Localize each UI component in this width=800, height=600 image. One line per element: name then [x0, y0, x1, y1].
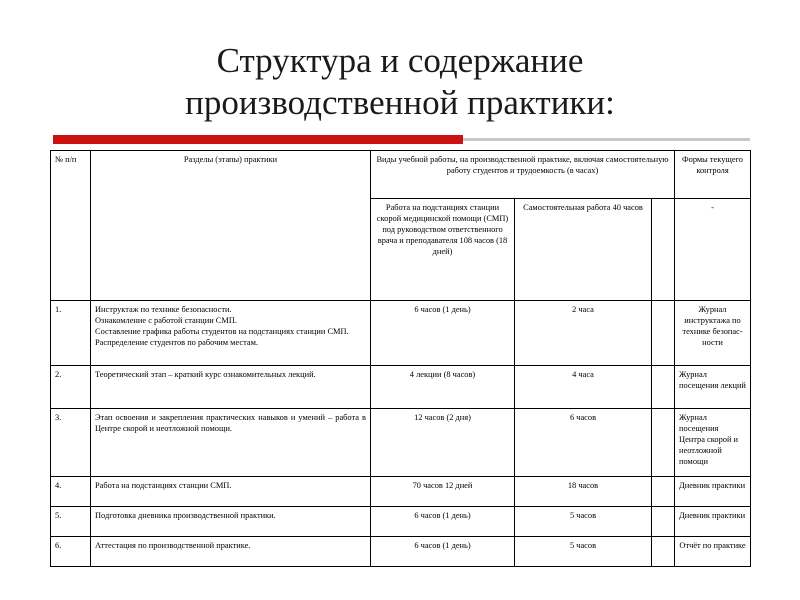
row-section-line: Теоретический этап – краткий курс ознакомительных лекций.	[95, 370, 316, 379]
table-row	[51, 366, 751, 409]
table-header-row	[51, 151, 751, 199]
title-divider-accent	[53, 135, 463, 144]
subheader-independent: Самостоятельная работа 40 часов	[515, 199, 652, 301]
row-blank	[652, 366, 675, 409]
table-row	[51, 537, 751, 567]
row-section	[91, 301, 371, 366]
row-section-line: Составление графика работы студентов на подстанциях станции СМП.	[95, 327, 349, 336]
row-hours: 6 часов (1 день)	[371, 301, 515, 366]
row-self-work: 5 часов	[515, 537, 652, 567]
row-hours: 6 часов (1 день)	[371, 507, 515, 537]
row-num: 3.	[51, 409, 91, 477]
table-row	[51, 409, 751, 477]
row-num: 1.	[51, 301, 91, 366]
title-line-1: Структура и содержание	[216, 41, 584, 80]
row-section	[91, 537, 371, 567]
page-title	[0, 40, 800, 124]
row-control: Журнал инструктажа по технике безопас-ности	[675, 301, 751, 366]
row-hours: 6 часов (1 день)	[371, 537, 515, 567]
row-section	[91, 366, 371, 409]
row-blank	[652, 409, 675, 477]
row-num: 6.	[51, 537, 91, 567]
row-section-line: Работа на подстанциях станции СМП.	[95, 481, 232, 490]
row-section	[91, 507, 371, 537]
row-self-work: 2 часа	[515, 301, 652, 366]
row-hours: 4 лекции (8 часов)	[371, 366, 515, 409]
practice-structure-table	[50, 150, 751, 567]
subheader-blank	[652, 199, 675, 301]
row-section-line: Этап освоения и закрепления практических навыков и умений – работа в Центре скорой и неотложной помощи.	[95, 413, 366, 433]
row-section-line: Аттестация по производственной практике.	[95, 541, 251, 550]
row-blank	[652, 301, 675, 366]
table-row	[51, 301, 751, 366]
row-num: 4.	[51, 477, 91, 507]
header-control: Формы текущего контроля	[675, 151, 751, 199]
row-blank	[652, 507, 675, 537]
row-hours: 70 часов 12 дней	[371, 477, 515, 507]
row-self-work: 18 часов	[515, 477, 652, 507]
row-section-line: Инструктаж по технике безопасности.	[95, 305, 232, 314]
row-self-work: 5 часов	[515, 507, 652, 537]
row-control: Отчёт по практике	[675, 537, 751, 567]
row-control: Дневник практики	[675, 477, 751, 507]
row-num: 5.	[51, 507, 91, 537]
row-section-line: Подготовка дневника производственной практики.	[95, 511, 276, 520]
header-num: № п/п	[51, 151, 91, 301]
row-hours: 12 часов (2 дня)	[371, 409, 515, 477]
row-control: Журнал посещения лекций	[675, 366, 751, 409]
subheader-substations: Работа на подстанциях станции скорой медицинской помощи (СМП) под руководством ответственного врача и преподавателя 108 часов (18 дней)	[371, 199, 515, 301]
table-row	[51, 477, 751, 507]
row-section	[91, 477, 371, 507]
row-num: 2.	[51, 366, 91, 409]
row-control: Журнал посещения Центра скорой и неотложной помощи	[675, 409, 751, 477]
row-blank	[652, 537, 675, 567]
subheader-dash: -	[675, 199, 751, 301]
title-line-2: производственной практики:	[185, 83, 615, 122]
header-sections: Разделы (этапы) практики	[91, 151, 371, 301]
title-divider	[53, 138, 750, 141]
row-section	[91, 409, 371, 477]
row-section-line: Распределение студентов по рабочим местам.	[95, 338, 258, 347]
row-section-line: Ознакомление с работой станции СМП.	[95, 316, 237, 325]
row-control: Дневник практики	[675, 507, 751, 537]
header-work-types: Виды учебной работы, на производственной практике, включая самостоятельную работу студентов и трудоемкость (в часах)	[371, 151, 675, 199]
row-self-work: 6 часов	[515, 409, 652, 477]
table-row	[51, 507, 751, 537]
row-self-work: 4 часа	[515, 366, 652, 409]
row-blank	[652, 477, 675, 507]
